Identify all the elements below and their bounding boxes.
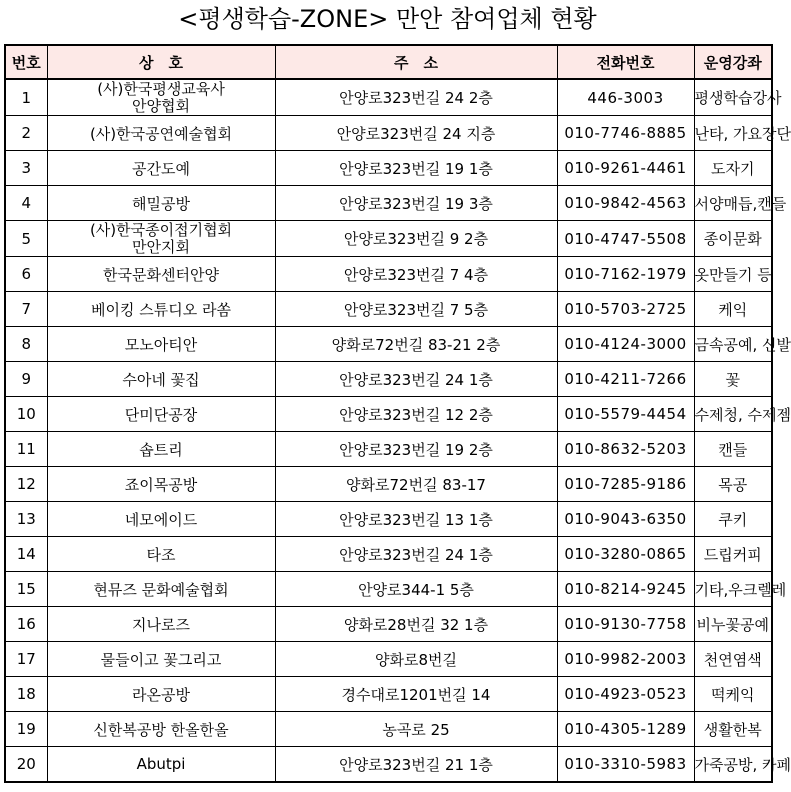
business-name-line: (사)한국공연예술협회 [89,124,233,143]
business-name-line: 신한복공방 한올한올 [93,720,229,739]
business-name-line: 물들이고 꽃그리고 [100,650,222,669]
row-number: 13 [5,502,47,537]
row-number: 14 [5,537,47,572]
address: 양화로72번길 83-21 2층 [275,327,557,362]
course: 꽃 [694,362,772,397]
table-row [5,151,772,186]
business-name-line: 라온공방 [132,685,190,704]
course: 쿠키 [694,502,772,537]
business-name [47,572,275,607]
course: 도자기 [694,151,772,186]
table-row [5,327,772,362]
table-row [5,432,772,467]
table-row [5,607,772,642]
address: 농곡로 25 [275,712,557,747]
address: 양화로28번길 32 1층 [275,607,557,642]
phone-number: 010-5703-2725 [557,292,694,327]
business-name [47,677,275,712]
course: 금속공예, 신발 [694,327,772,362]
header-course: 운영강좌 [694,45,772,79]
business-name [47,327,275,362]
address: 안양로323번길 24 1층 [275,537,557,572]
address: 안양로323번길 13 1층 [275,502,557,537]
business-name-line: 솝트리 [139,440,183,459]
table-row [5,257,772,292]
row-number: 18 [5,677,47,712]
course: 떡케익 [694,677,772,712]
business-name-line: 네모에이드 [124,510,198,529]
business-name [47,292,275,327]
phone-number: 010-5579-4454 [557,397,694,432]
business-name-line: 수아네 꽃집 [122,370,200,389]
row-number: 16 [5,607,47,642]
business-name [47,221,275,257]
business-name [47,362,275,397]
phone-number: 010-8632-5203 [557,432,694,467]
course: 캔들 [694,432,772,467]
course: 천연염색 [694,642,772,677]
row-number: 10 [5,397,47,432]
course: 가죽공방, 카페 [694,747,772,783]
row-number: 6 [5,257,47,292]
phone-number: 010-4747-5508 [557,221,694,257]
business-name [47,186,275,221]
address: 안양로323번길 9 2층 [275,221,557,257]
phone-number: 010-4923-0523 [557,677,694,712]
header-number: 번호 [5,45,47,79]
address: 안양로344-1 5층 [275,572,557,607]
row-number: 5 [5,221,47,257]
address: 안양로323번길 24 지층 [275,116,557,151]
table-row [5,537,772,572]
address: 양화로8번길 [275,642,557,677]
row-number: 1 [5,79,47,116]
row-number: 15 [5,572,47,607]
business-name [47,467,275,502]
address: 안양로323번길 21 1층 [275,747,557,783]
phone-number: 010-9982-2003 [557,642,694,677]
header-business-name: 상 호 [47,45,275,79]
business-name [47,642,275,677]
address: 안양로323번길 24 1층 [275,362,557,397]
business-name-line: (사)한국평생교육사 [97,79,225,98]
phone-number: 010-4211-7266 [557,362,694,397]
address: 안양로323번길 7 4층 [275,257,557,292]
business-name [47,432,275,467]
table-header-row [5,45,772,79]
table-row [5,502,772,537]
row-number: 7 [5,292,47,327]
business-name [47,502,275,537]
course: 목공 [694,467,772,502]
phone-number: 010-9043-6350 [557,502,694,537]
course: 생활한복 [694,712,772,747]
phone-number: 010-7162-1979 [557,257,694,292]
table-row [5,467,772,502]
phone-number: 010-3280-0865 [557,537,694,572]
business-name-line: 베이킹 스튜디오 라쏨 [91,300,231,319]
phone-number: 010-4305-1289 [557,712,694,747]
business-name-line: Abutpi [136,755,186,773]
business-name-line: 한국문화센터안양 [103,265,219,284]
address: 안양로323번길 19 1층 [275,151,557,186]
course: 평생학습강사 [694,79,772,116]
business-name [47,712,275,747]
business-name-line: 죠이목공방 [124,475,198,494]
business-name-line: 현뮤즈 문화예술협회 [93,580,229,599]
vendor-table [4,44,791,783]
business-name-line: 공간도예 [132,159,190,178]
phone-number: 010-9130-7758 [557,607,694,642]
course: 옷만들기 등 [694,257,772,292]
business-name [47,79,275,116]
address: 안양로323번길 19 3층 [275,186,557,221]
course: 서양매듭,캔들 [694,186,772,221]
business-name [47,537,275,572]
address: 안양로323번길 24 2층 [275,79,557,116]
table-body [5,79,791,782]
phone-number: 010-9261-4461 [557,151,694,186]
header-address: 주 소 [275,45,557,79]
phone-number: 010-3310-5983 [557,747,694,783]
phone-number: 010-4124-3000 [557,327,694,362]
row-number: 12 [5,467,47,502]
phone-number: 010-7746-8885 [557,116,694,151]
table-row [5,292,772,327]
course: 드립커피 [694,537,772,572]
business-name [47,257,275,292]
phone-number: 010-8214-9245 [557,572,694,607]
row-number: 19 [5,712,47,747]
address: 안양로323번길 19 2층 [275,432,557,467]
course: 비누꽃공예 [694,607,772,642]
phone-number: 010-7285-9186 [557,467,694,502]
business-name-line: (사)한국종이접기협회 [89,220,233,239]
business-name-line: 모노아티안 [124,335,198,354]
row-number: 9 [5,362,47,397]
business-name [47,747,275,783]
table-row [5,221,772,257]
table-row [5,572,772,607]
address: 안양로323번길 12 2층 [275,397,557,432]
course: 수제청, 수제젬 [694,397,772,432]
table-row [5,747,772,783]
business-name-line: 지나로즈 [132,615,190,634]
course: 난타, 가요장단 [694,116,772,151]
table-row [5,79,772,116]
course: 종이문화 [694,221,772,257]
business-name-line: 안양협회 [132,96,190,115]
table-row [5,677,772,712]
row-number: 2 [5,116,47,151]
business-name-line: 만안지회 [132,237,190,256]
business-name-line: 해밀공방 [132,194,190,213]
row-number: 3 [5,151,47,186]
page-title: <평생학습-ZONE> 만안 참여업체 현황 [178,5,597,33]
address: 경수대로1201번길 14 [275,677,557,712]
table-row [5,397,772,432]
address: 안양로323번길 7 5층 [275,292,557,327]
business-name [47,116,275,151]
table-row [5,116,772,151]
course: 케익 [694,292,772,327]
header-phone: 전화번호 [557,45,694,79]
table-row [5,712,772,747]
row-number: 8 [5,327,47,362]
table-row [5,186,772,221]
row-number: 20 [5,747,47,783]
row-number: 17 [5,642,47,677]
business-name-line: 타조 [146,545,176,564]
phone-number: 010-9842-4563 [557,186,694,221]
table-row [5,362,772,397]
business-name [47,397,275,432]
business-name [47,151,275,186]
business-name-line: 단미단공장 [124,405,198,424]
course: 기타,우크렐레 [694,572,772,607]
table-row [5,642,772,677]
phone-number: 446-3003 [557,79,694,116]
row-number: 4 [5,186,47,221]
business-name [47,607,275,642]
row-number: 11 [5,432,47,467]
address: 양화로72번길 83-17 [275,467,557,502]
